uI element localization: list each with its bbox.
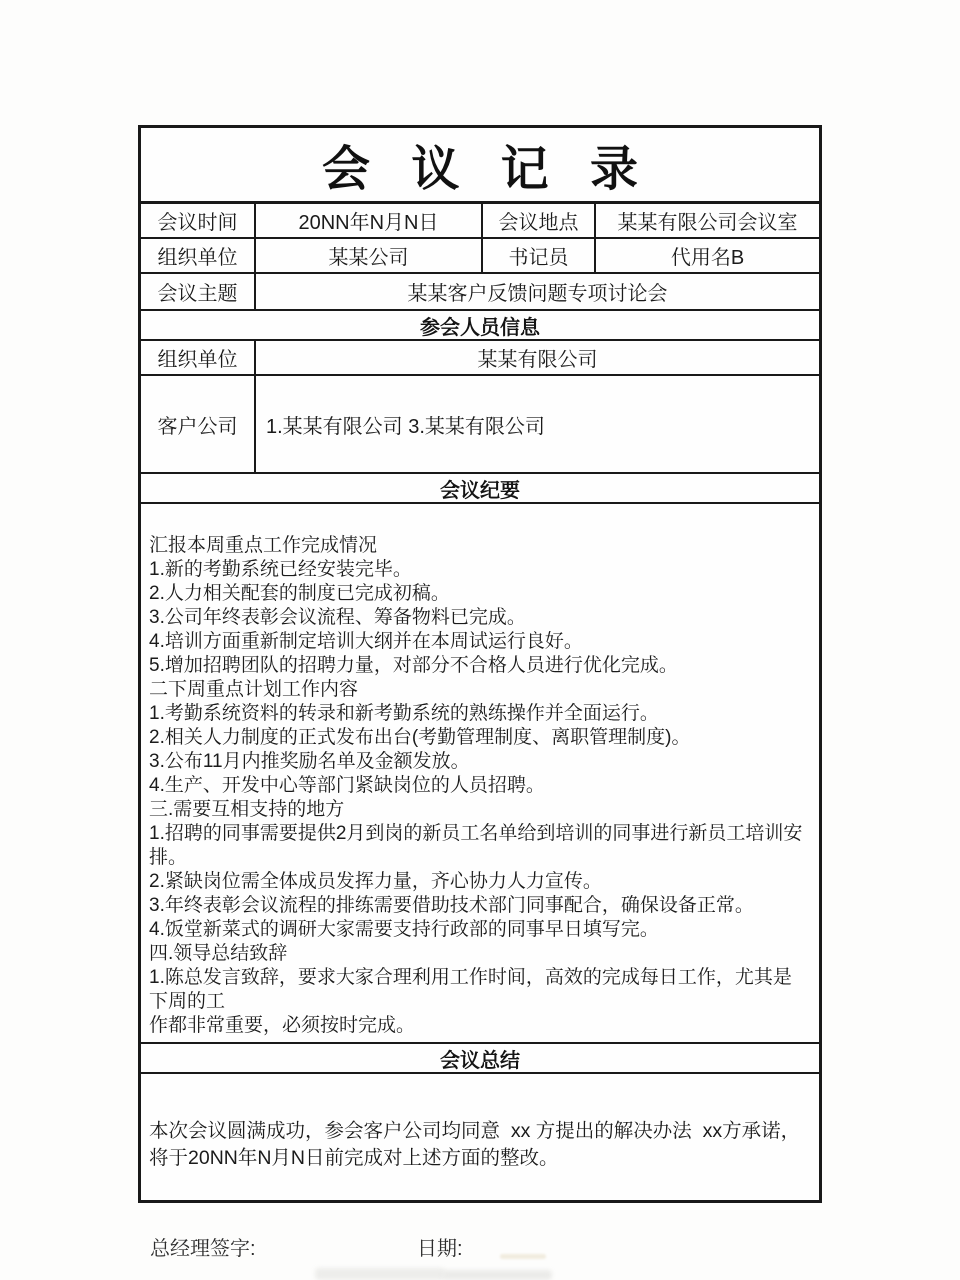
text-line: 1.考勤系统资料的转录和新考勤系统的熟练操作并全面运行。 xyxy=(149,703,659,724)
text-line: 将于20NN年N月N日前完成对上述方面的整改。 xyxy=(149,1147,559,1169)
text-line: 5.增加招聘团队的招聘力量，对部分不合格人员进行优化完成。 xyxy=(149,655,678,676)
watermark-remnant xyxy=(500,1254,546,1259)
text-line: 本次会议圆满成功，参会客户公司均同意 xx 方提出的解决办法 xx方承诺， xyxy=(149,1120,801,1142)
text-line: 三.需要互相支持的地方 xyxy=(149,799,345,820)
attendee-org-row xyxy=(141,341,819,376)
summary-header: 会议总结 xyxy=(141,1044,819,1074)
meeting-place-label: 会议地点 xyxy=(483,204,596,237)
meeting-place-value: 某某有限公司会议室 xyxy=(617,212,798,234)
text-line: 四.领导总结致辞 xyxy=(149,943,288,964)
minutes-header: 会议纪要 xyxy=(141,474,819,504)
date-label: 日期: xyxy=(417,1238,463,1260)
text-line: 2.相关人力制度的正式发布出台(考勤管理制度、离职管理制度)。 xyxy=(149,727,691,748)
text-line: 下周的工 xyxy=(149,991,226,1012)
recorder-value: 代用名B xyxy=(670,247,745,269)
text-line: 汇报本周重点工作完成情况 xyxy=(149,535,378,556)
text-line: 1.招聘的同事需要提供2月到岗的新员工名单给到培训的同事进行新员工培训安 xyxy=(149,823,803,844)
text-line: 作都非常重要，必须按时完成。 xyxy=(149,1015,416,1036)
meeting-time-value: 20NN年N月N日 xyxy=(256,204,483,237)
client-companies-value: 1.某某有限公司 3.某某有限公司 xyxy=(266,415,545,438)
watermark-remnant xyxy=(315,1268,445,1280)
topic-label: 会议主题 xyxy=(141,274,256,309)
signature-label: 总经理签字: xyxy=(150,1238,256,1260)
text-line: 4.饭堂新菜式的调研大家需要支持行政部的同事早日填写完。 xyxy=(149,919,659,940)
text-line: 3.公司年终表彰会议流程、筹备物料已完成。 xyxy=(149,607,526,628)
client-companies-row xyxy=(141,376,819,474)
meeting-time-label: 会议时间 xyxy=(141,204,256,237)
info-row-2 xyxy=(141,239,819,274)
text-line: 1.陈总发言致辞，要求大家合理利用工作时间，高效的完成每日工作，尤其是 xyxy=(149,967,792,988)
text-line: 1.新的考勤系统已经安装完毕。 xyxy=(149,559,412,580)
recorder-label: 书记员 xyxy=(483,239,596,272)
text-line: 4.生产、开发中心等部门紧缺岗位的人员招聘。 xyxy=(149,775,545,796)
client-companies-label: 客户公司 xyxy=(141,376,256,472)
meeting-minutes-form xyxy=(138,125,822,1203)
attendee-org-value: 某某有限公司 xyxy=(477,349,598,371)
organizer-value: 某某公司 xyxy=(256,239,483,272)
minutes-content xyxy=(141,504,819,1044)
watermark-remnant xyxy=(442,1270,552,1280)
topic-row xyxy=(141,274,819,311)
text-line: 3.公布11月内推奖励名单及金额发放。 xyxy=(149,751,470,772)
text-line: 2.紧缺岗位需全体成员发挥力量，齐心协力人力宣传。 xyxy=(149,871,602,892)
document-title: 会 议 记 录 xyxy=(141,128,819,204)
attendees-header: 参会人员信息 xyxy=(141,311,819,341)
organizer-label: 组织单位 xyxy=(141,239,256,272)
attendee-org-label: 组织单位 xyxy=(141,341,256,374)
text-line: 2.人力相关配套的制度已完成初稿。 xyxy=(149,583,450,604)
summary-content xyxy=(141,1074,819,1200)
text-line: 二下周重点计划工作内容 xyxy=(149,679,359,700)
text-line: 排。 xyxy=(149,847,188,868)
topic-value: 某某客户反馈问题专项讨论会 xyxy=(407,283,668,305)
info-row-1 xyxy=(141,204,819,239)
text-line: 4.培训方面重新制定培训大纲并在本周试运行良好。 xyxy=(149,631,583,652)
text-line: 3.年终表彰会议流程的排练需要借助技术部门同事配合，确保设备正常。 xyxy=(149,895,754,916)
